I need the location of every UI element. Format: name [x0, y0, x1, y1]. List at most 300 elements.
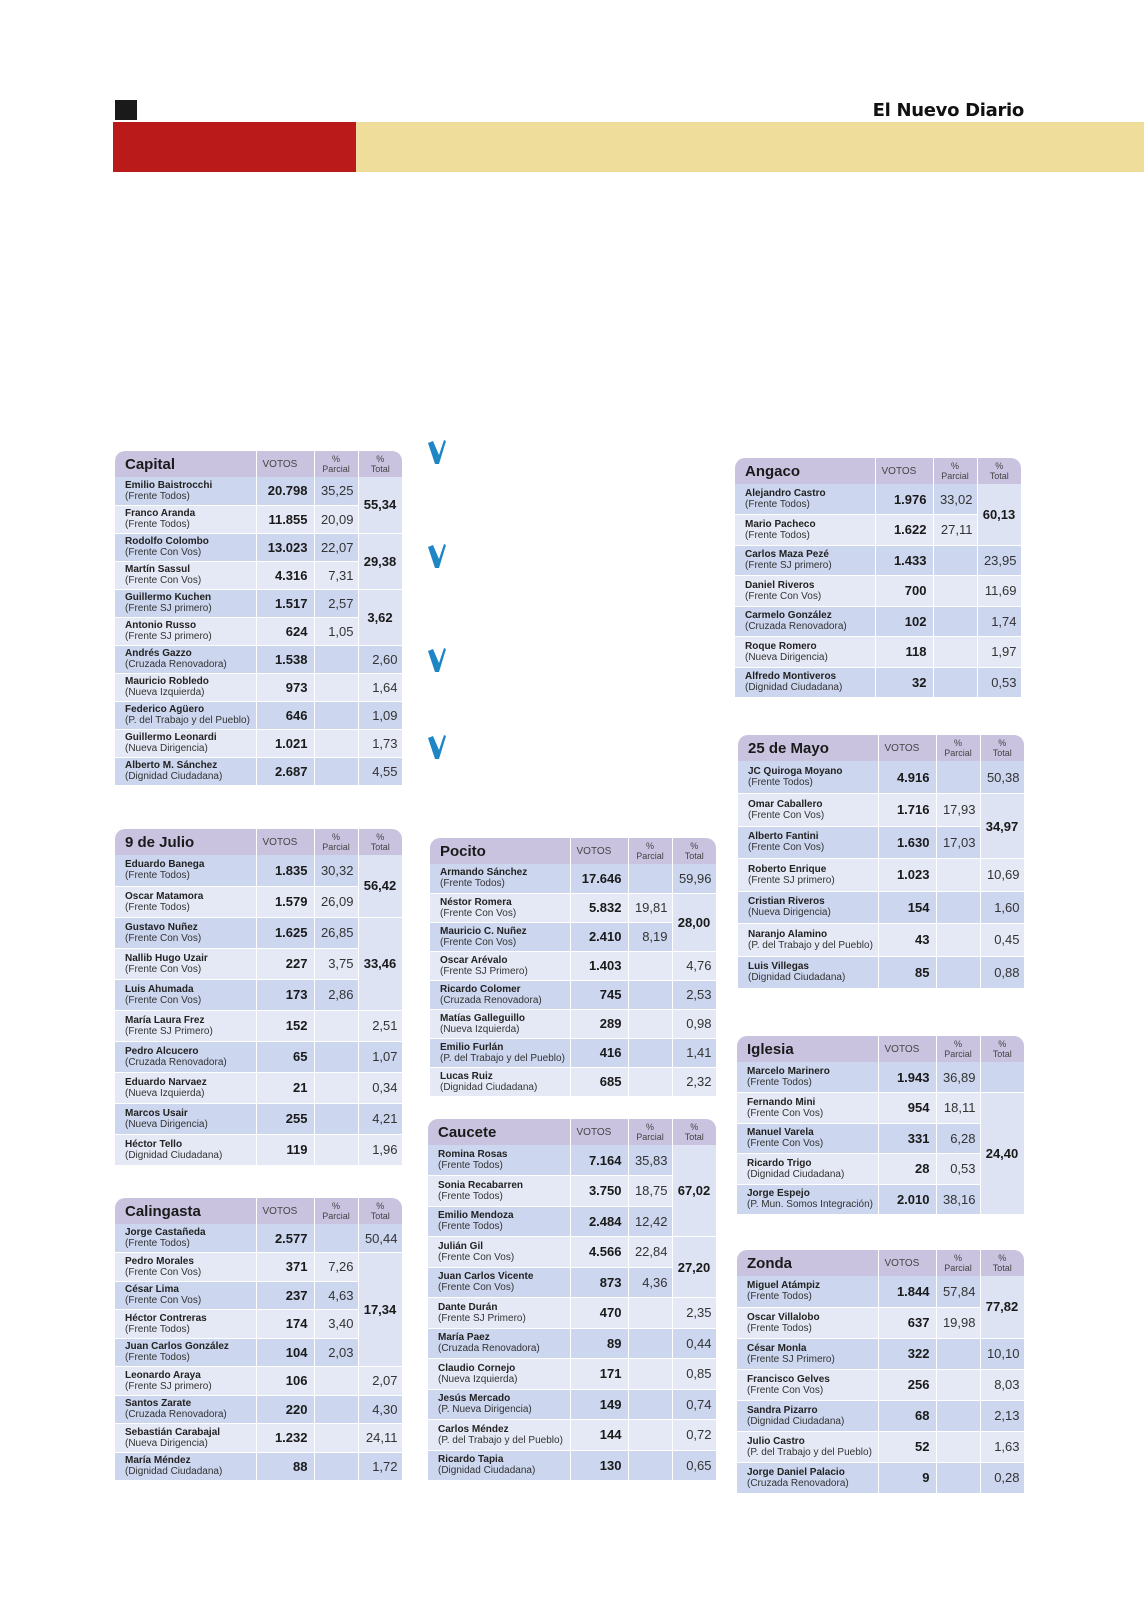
candidate-cell	[115, 886, 256, 917]
candidate-cell	[735, 515, 875, 546]
partial-percent: 17,93	[936, 794, 980, 827]
candidate-party: (Frente SJ primero)	[125, 631, 212, 642]
candidate-cell	[735, 484, 875, 515]
candidate-party: (Nueva Izquierda)	[438, 1373, 518, 1385]
group-total-percent: 29,38	[358, 533, 402, 589]
partial-percent: 4,36	[628, 1267, 672, 1298]
partial-percent	[628, 1389, 672, 1420]
candidate-name: Antonio Russo	[125, 620, 197, 631]
candidate-row	[115, 855, 402, 886]
candidate-name: Claudio Cornejo	[438, 1362, 516, 1374]
candidate-party: (Nueva Dirigencia)	[125, 1118, 208, 1130]
partial-label: Parcial	[322, 464, 350, 474]
partial-header	[628, 838, 672, 864]
candidate-name: Naranjo Alamino	[748, 928, 828, 940]
total-percent: 59,96	[672, 864, 716, 893]
candidate-party: (Frente Todos)	[125, 1238, 190, 1249]
total-percent: 1,09	[358, 701, 402, 729]
total-percent: 1,07	[358, 1041, 402, 1072]
candidate-party: (Cruzada Renovadora)	[440, 994, 542, 1006]
partial-percent	[314, 1424, 358, 1453]
candidate-cell	[430, 864, 570, 893]
candidate-row	[430, 1038, 716, 1067]
partial-percent: 2,57	[314, 589, 358, 617]
candidate-party: (Dignidad Ciudadana)	[748, 972, 846, 984]
partial-percent: 12,42	[628, 1206, 672, 1237]
candidate-name: Sonia Recabarren	[438, 1179, 524, 1191]
partial-percent	[628, 1038, 672, 1067]
candidate-name: Jorge Espejo	[747, 1188, 810, 1200]
results-table-capital	[115, 451, 403, 786]
candidate-name: Luis Ahumada	[125, 983, 194, 995]
candidate-row	[735, 637, 1021, 668]
votes-value: 174	[256, 1310, 314, 1339]
group-total-percent: 33,46	[358, 917, 402, 1010]
total-percent: 2,51	[358, 1010, 402, 1041]
candidate-party: (Frente Todos)	[125, 490, 190, 502]
candidate-row	[115, 1103, 402, 1134]
candidate-name: Jorge Castañeda	[125, 1227, 206, 1238]
candidate-party: (Frente Con Vos)	[440, 936, 517, 948]
candidate-party: (Frente Con Vos)	[748, 809, 825, 821]
partial-header	[936, 1036, 980, 1062]
partial-percent: 3,75	[314, 948, 358, 979]
votes-header: VOTOS	[878, 1036, 936, 1062]
partial-percent	[314, 729, 358, 757]
candidate-party: (Frente SJ primero)	[748, 874, 835, 886]
votes-header: VOTOS	[875, 458, 933, 484]
candidate-party: (Nueva Dirigencia)	[125, 743, 208, 754]
candidate-party: (Frente SJ primero)	[125, 1380, 212, 1392]
partial-percent	[314, 673, 358, 701]
candidate-party: (Frente Todos)	[438, 1160, 503, 1171]
candidate-name: Eduardo Banega	[125, 859, 205, 871]
checkmark-icon	[427, 438, 447, 466]
candidate-name: Manuel Varela	[747, 1127, 814, 1139]
candidate-cell	[115, 1395, 256, 1424]
candidate-row	[738, 859, 1024, 892]
partial-percent: 20,09	[314, 505, 358, 533]
votes-value: 11.855	[256, 505, 314, 533]
candidate-party: (Frente Con Vos)	[438, 1282, 515, 1294]
partial-percent	[314, 1224, 358, 1253]
candidate-row	[115, 533, 402, 561]
district-name: 9 de Julio	[115, 829, 256, 855]
candidate-party: (Frente SJ Primero)	[125, 1025, 213, 1037]
candidate-cell	[735, 667, 875, 698]
pct-symbol: %	[331, 832, 340, 842]
candidate-cell	[115, 1253, 256, 1282]
total-percent: 4,21	[358, 1103, 402, 1134]
candidate-name: Armando Sánchez	[440, 867, 528, 879]
total-percent: 1,63	[980, 1431, 1024, 1462]
votes-value: 1.579	[256, 886, 314, 917]
candidate-cell	[430, 1009, 570, 1038]
pct-symbol: %	[645, 841, 654, 851]
group-total-percent: 27,20	[672, 1237, 716, 1298]
total-percent: 2,32	[672, 1067, 716, 1096]
total-percent: 8,03	[980, 1369, 1024, 1400]
candidate-party: (Dignidad Ciudadana)	[125, 1149, 223, 1161]
candidate-cell	[430, 893, 570, 922]
candidate-name: Carlos Méndez	[438, 1423, 509, 1435]
candidate-cell	[115, 855, 256, 886]
partial-label: Parcial	[636, 851, 664, 861]
total-percent: 2,60	[358, 645, 402, 673]
candidate-cell	[115, 1452, 256, 1481]
partial-percent	[933, 637, 977, 668]
candidate-row	[428, 1359, 716, 1390]
candidate-cell	[115, 1224, 256, 1253]
candidate-cell	[738, 794, 878, 827]
candidate-name: Dante Durán	[438, 1301, 498, 1313]
candidate-cell	[737, 1123, 878, 1154]
pct-symbol: %	[376, 1201, 385, 1211]
partial-percent	[628, 951, 672, 980]
candidate-name: Carmelo González	[745, 610, 832, 622]
votes-value: 152	[256, 1010, 314, 1041]
candidate-party: (Frente Todos)	[747, 1077, 812, 1088]
candidate-name: Oscar Matamora	[125, 890, 204, 902]
candidate-cell	[115, 1338, 256, 1367]
partial-label: Parcial	[944, 1263, 972, 1273]
candidate-row	[115, 701, 402, 729]
total-percent: 0,45	[980, 924, 1024, 957]
votes-value: 1.021	[256, 729, 314, 757]
total-label: Total	[992, 1263, 1012, 1273]
votes-value: 104	[256, 1338, 314, 1367]
partial-percent	[628, 1420, 672, 1451]
votes-value: 5.832	[570, 893, 628, 922]
total-percent: 0,88	[980, 956, 1024, 989]
candidate-row	[735, 545, 1021, 576]
candidate-name: Pedro Alcucero	[125, 1045, 199, 1057]
partial-percent: 0,53	[936, 1154, 980, 1185]
candidate-name: Pedro Morales	[125, 1255, 194, 1267]
candidate-row	[735, 576, 1021, 607]
candidate-cell	[737, 1431, 878, 1462]
partial-percent	[628, 1328, 672, 1359]
partial-label: Parcial	[322, 1211, 350, 1221]
pct-symbol: %	[690, 1122, 699, 1132]
candidate-party: (Cruzada Renovadora)	[745, 621, 847, 633]
candidate-name: Jorge Daniel Palacio	[747, 1466, 845, 1478]
partial-header	[933, 458, 977, 484]
candidate-row	[115, 1010, 402, 1041]
district-name: Angaco	[735, 458, 875, 484]
checkmark-icon	[427, 646, 447, 674]
total-label: Total	[684, 851, 704, 861]
candidate-cell	[115, 1103, 256, 1134]
votes-value: 1.716	[878, 794, 936, 827]
total-percent: 1,72	[358, 1452, 402, 1481]
candidate-party: (Frente Con Vos)	[125, 963, 202, 975]
candidate-party: (Frente Con Vos)	[747, 1107, 824, 1119]
candidate-name: Marcos Usair	[125, 1107, 188, 1119]
candidate-cell	[115, 645, 256, 673]
partial-percent	[314, 1395, 358, 1424]
candidate-party: (Dignidad Ciudadana)	[745, 682, 843, 694]
partial-percent	[933, 576, 977, 607]
candidate-row	[430, 1067, 716, 1096]
total-header	[672, 1119, 716, 1145]
candidate-row	[735, 606, 1021, 637]
votes-value: 2.010	[878, 1184, 936, 1215]
pct-symbol: %	[331, 454, 340, 464]
candidate-row	[428, 1237, 716, 1268]
total-percent: 4,30	[358, 1395, 402, 1424]
candidate-cell	[115, 917, 256, 948]
candidate-name: María Paez	[438, 1332, 490, 1344]
total-percent: 4,76	[672, 951, 716, 980]
candidate-party: (P. del Trabajo y del Pueblo)	[440, 1052, 565, 1064]
total-header	[672, 838, 716, 864]
group-total-percent: 28,00	[672, 893, 716, 951]
candidate-party: (Frente Todos)	[747, 1291, 812, 1303]
partial-percent	[936, 1369, 980, 1400]
group-total-percent: 56,42	[358, 855, 402, 917]
candidate-name: Ricardo Colomer	[440, 983, 521, 995]
votes-value: 28	[878, 1154, 936, 1185]
candidate-party: (Dignidad Ciudadana)	[747, 1168, 845, 1180]
total-percent: 2,35	[672, 1298, 716, 1329]
votes-value: 1.517	[256, 589, 314, 617]
candidate-party: (Nueva Izquierda)	[125, 1087, 205, 1099]
total-label: Total	[684, 1132, 704, 1142]
votes-value: 646	[256, 701, 314, 729]
candidate-row	[735, 667, 1021, 698]
total-label: Total	[370, 842, 390, 852]
votes-value: 1.943	[878, 1062, 936, 1093]
total-percent: 1,64	[358, 673, 402, 701]
candidate-cell	[428, 1359, 570, 1390]
pct-symbol: %	[376, 454, 385, 464]
total-percent: 0,65	[672, 1450, 716, 1481]
partial-percent	[936, 924, 980, 957]
candidate-party: (P. del Trabajo y del Pueblo)	[438, 1434, 563, 1446]
candidate-party: (Frente SJ Primero)	[438, 1312, 526, 1324]
votes-header: VOTOS	[256, 451, 314, 477]
candidate-name: Emilio Mendoza	[438, 1210, 514, 1222]
votes-value: 144	[570, 1420, 628, 1451]
total-percent: 10,10	[980, 1338, 1024, 1369]
group-total-percent: 3,62	[358, 589, 402, 645]
candidate-cell	[738, 891, 878, 924]
candidate-cell	[115, 1310, 256, 1339]
candidate-row	[737, 1400, 1024, 1431]
partial-percent: 18,75	[628, 1176, 672, 1207]
partial-percent	[314, 757, 358, 785]
candidate-cell	[115, 1367, 256, 1396]
votes-value: 1.538	[256, 645, 314, 673]
candidate-cell	[430, 1038, 570, 1067]
candidate-cell	[428, 1145, 570, 1176]
candidate-cell	[735, 606, 875, 637]
total-percent: 1,60	[980, 891, 1024, 924]
partial-label: Parcial	[944, 1049, 972, 1059]
votes-value: 21	[256, 1072, 314, 1103]
candidate-name: Mauricio Robledo	[125, 676, 209, 687]
votes-header: VOTOS	[878, 1250, 936, 1276]
votes-value: 4.566	[570, 1237, 628, 1268]
candidate-row	[430, 980, 716, 1009]
candidate-row	[115, 1253, 402, 1282]
candidate-name: Héctor Contreras	[125, 1312, 207, 1324]
candidate-cell	[430, 1067, 570, 1096]
partial-percent	[628, 980, 672, 1009]
candidate-row	[428, 1389, 716, 1420]
votes-value: 2.577	[256, 1224, 314, 1253]
results-table-9-de-julio	[115, 829, 403, 1166]
partial-percent: 57,84	[936, 1276, 980, 1307]
candidate-name: Santos Zarate	[125, 1398, 192, 1410]
candidate-name: Emilio Furlán	[440, 1041, 504, 1053]
partial-percent: 19,98	[936, 1307, 980, 1338]
candidate-cell	[115, 1041, 256, 1072]
partial-percent: 7,26	[314, 1253, 358, 1282]
candidate-name: Leonardo Araya	[125, 1369, 201, 1381]
district-name: Capital	[115, 451, 256, 477]
candidate-cell	[735, 545, 875, 576]
candidate-party: (Frente Con Vos)	[440, 907, 517, 919]
candidate-name: Fernando Mini	[747, 1096, 816, 1108]
pct-symbol: %	[953, 1253, 962, 1263]
candidate-cell	[735, 576, 875, 607]
votes-value: 954	[878, 1093, 936, 1124]
candidate-row	[737, 1369, 1024, 1400]
votes-value: 322	[878, 1338, 936, 1369]
candidate-row	[737, 1462, 1024, 1493]
group-total-percent: 77,82	[980, 1276, 1024, 1338]
candidate-name: Alfredo Montiveros	[745, 671, 837, 683]
candidate-name: Sebastián Carabajal	[125, 1426, 221, 1438]
candidate-party: (Frente Todos)	[438, 1221, 503, 1233]
page-number-marker	[115, 100, 137, 120]
votes-value: 289	[570, 1009, 628, 1038]
candidate-row	[430, 1009, 716, 1038]
total-percent: 1,97	[977, 637, 1021, 668]
candidate-name: María Méndez	[125, 1455, 191, 1467]
candidate-cell	[115, 757, 256, 785]
votes-value: 2.484	[570, 1206, 628, 1237]
partial-header	[314, 451, 358, 477]
pct-symbol: %	[953, 1039, 962, 1049]
total-header	[977, 458, 1021, 484]
candidate-party: (Nueva Izquierda)	[125, 687, 205, 698]
candidate-cell	[428, 1267, 570, 1298]
candidate-cell	[115, 617, 256, 645]
candidate-party: (Frente Todos)	[440, 878, 505, 890]
district-name: Zonda	[737, 1250, 878, 1276]
partial-label: Parcial	[941, 471, 969, 481]
candidate-row	[428, 1450, 716, 1481]
candidate-name: Marcelo Marinero	[747, 1066, 830, 1077]
candidate-party: (Frente SJ Primero)	[747, 1353, 835, 1365]
district-name: Iglesia	[737, 1036, 878, 1062]
total-label: Total	[370, 1211, 390, 1221]
votes-value: 371	[256, 1253, 314, 1282]
candidate-cell	[738, 956, 878, 989]
results-table-caucete	[428, 1119, 717, 1481]
candidate-party: (Dignidad Ciudadana)	[747, 1415, 845, 1427]
partial-percent: 1,05	[314, 617, 358, 645]
partial-percent	[314, 1134, 358, 1165]
candidate-name: Franco Aranda	[125, 508, 196, 519]
candidate-name: Matías Galleguillo	[440, 1012, 526, 1024]
candidate-name: Carlos Maza Pezé	[745, 549, 829, 561]
results-table-25-de-mayo	[738, 735, 1025, 989]
votes-value: 32	[875, 667, 933, 698]
candidate-party: (Frente Con Vos)	[125, 547, 202, 558]
total-percent: 50,38	[980, 761, 1024, 794]
candidate-row	[428, 1420, 716, 1451]
partial-label: Parcial	[322, 842, 350, 852]
candidate-party: (P. del Trabajo y del Pueblo)	[125, 715, 250, 726]
total-percent: 0,44	[672, 1328, 716, 1359]
total-percent: 4,55	[358, 757, 402, 785]
candidate-cell	[115, 589, 256, 617]
district-name: Pocito	[430, 838, 570, 864]
partial-percent	[314, 701, 358, 729]
votes-value: 52	[878, 1431, 936, 1462]
candidate-cell	[115, 1072, 256, 1103]
candidate-cell	[735, 637, 875, 668]
candidate-row	[115, 1424, 402, 1453]
candidate-cell	[115, 1424, 256, 1453]
pct-symbol: %	[998, 1253, 1007, 1263]
district-name: Caucete	[428, 1119, 570, 1145]
group-total-percent: 24,40	[980, 1093, 1024, 1215]
votes-value: 256	[878, 1369, 936, 1400]
candidate-cell	[115, 561, 256, 589]
candidate-party: (Frente Todos)	[438, 1190, 503, 1202]
partial-percent: 3,40	[314, 1310, 358, 1339]
total-label: Total	[370, 464, 390, 474]
candidate-cell	[738, 826, 878, 859]
votes-value: 65	[256, 1041, 314, 1072]
votes-value: 1.630	[878, 826, 936, 859]
candidate-party: (Frente Todos)	[745, 499, 810, 510]
candidate-party: (Cruzada Renovadora)	[125, 659, 227, 670]
candidate-name: Ricardo Tapia	[438, 1454, 504, 1466]
candidate-party: (Nueva Dirigencia)	[125, 1437, 208, 1449]
total-header	[980, 1036, 1024, 1062]
candidate-party: (Frente Con Vos)	[747, 1138, 824, 1150]
partial-percent	[936, 761, 980, 794]
candidate-cell	[115, 1134, 256, 1165]
candidate-cell	[737, 1062, 878, 1093]
candidate-name: Romina Rosas	[438, 1149, 508, 1160]
candidate-name: Gustavo Nuñez	[125, 921, 198, 933]
votes-value: 9	[878, 1462, 936, 1493]
candidate-row	[735, 484, 1021, 515]
candidate-cell	[428, 1298, 570, 1329]
candidate-name: Néstor Romera	[440, 896, 512, 908]
candidate-name: Andrés Gazzo	[125, 648, 192, 659]
candidate-name: Emilio Baistrocchi	[125, 479, 213, 491]
total-percent: 10,69	[980, 859, 1024, 892]
votes-value: 20.798	[256, 477, 314, 505]
candidate-row	[115, 729, 402, 757]
candidate-party: (Dignidad Ciudadana)	[125, 771, 223, 782]
candidate-row	[115, 1452, 402, 1481]
candidate-party: (Nueva Izquierda)	[440, 1023, 520, 1035]
candidate-name: Roberto Enrique	[748, 863, 827, 875]
candidate-cell	[428, 1328, 570, 1359]
partial-label: Parcial	[944, 748, 972, 758]
partial-header	[936, 735, 980, 761]
candidate-name: Alberto M. Sánchez	[125, 760, 218, 771]
